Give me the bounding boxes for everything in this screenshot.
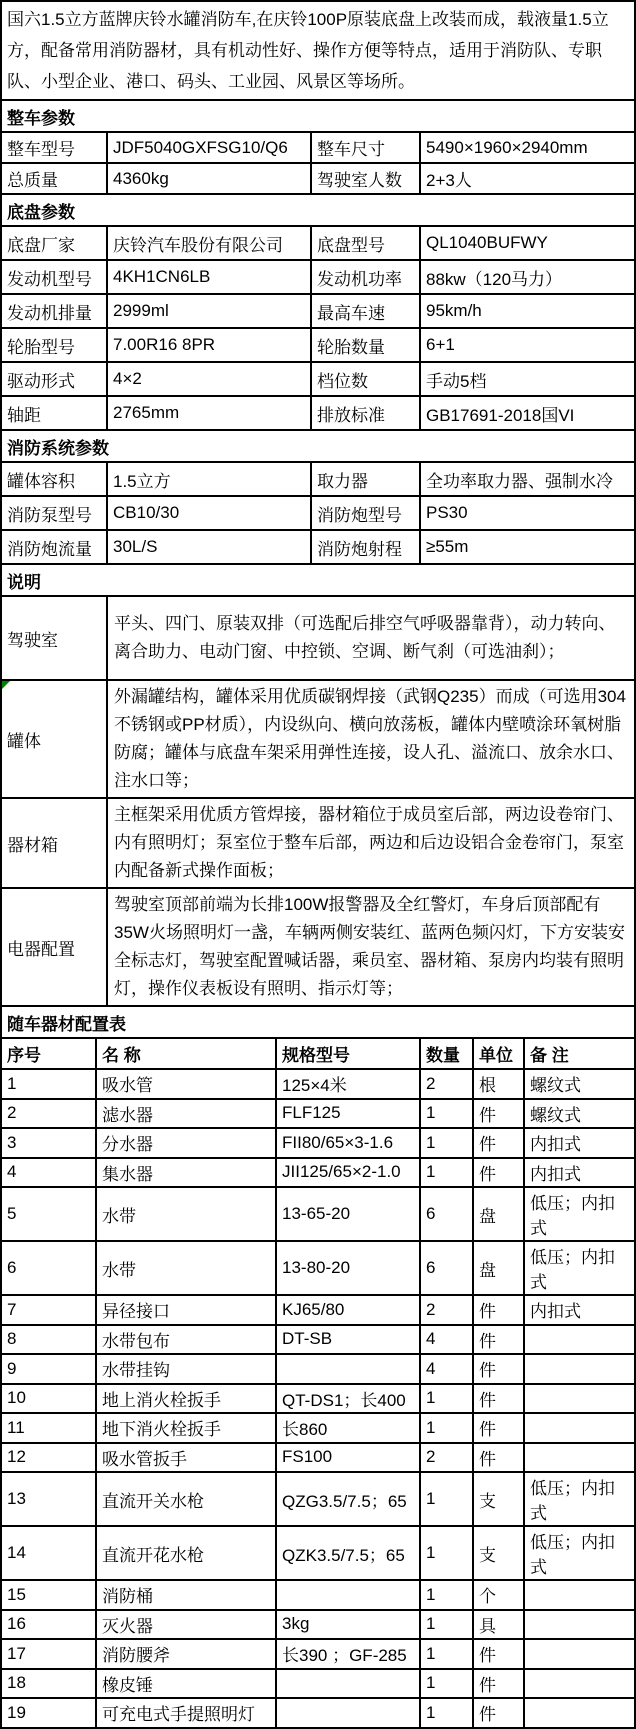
equip-remark [523,1414,634,1442]
equipment-row [2,1525,634,1579]
section-title-equipment-list: 随车器材配置表 [2,1005,634,1037]
equipment-row [2,1324,634,1354]
equip-qty: 2 [419,1296,472,1324]
equip-spec [275,1355,419,1383]
note-text: 平头、四门、原装双排（可选配后排空气呼吸器靠背），动力转向、离合助力、电动门窗、中控锁、空调、断气刹（可选油刹）； [106,597,634,679]
equip-index: 2 [7,1103,17,1123]
equip-index: 13 [7,1489,26,1508]
equip-remark [523,1355,634,1383]
note-label: 器材箱 [7,835,58,855]
param-value: 5490×1960×2940mm [419,133,634,162]
note-label: 电器配置 [7,939,75,959]
equip-name: 可充电式手提照明灯 [95,1699,275,1727]
equip-remark: 低压；内扣式 [523,1473,634,1525]
param-value: 88kw（120马力） [419,261,634,293]
equip-spec: JII125/65×2-1.0 [275,1159,419,1187]
equip-unit: 件 [472,1326,523,1354]
equip-unit: 件 [472,1444,523,1472]
param-value: ≥55m [419,531,634,563]
param-label: 轮胎数量 [310,329,419,361]
section-title-vehicle: 整车参数 [2,99,634,131]
param-value: 2999ml [106,295,310,327]
equip-remark [523,1581,634,1609]
param-value: 1.5立方 [106,463,310,495]
equipment-row [2,1294,634,1324]
equip-qty: 4 [419,1355,472,1383]
equipment-row [2,1638,634,1668]
param-label: 整车尺寸 [310,133,419,162]
equip-name: 灭火器 [95,1611,275,1639]
equip-index: 9 [7,1358,17,1378]
equip-name: 消防腰斧 [95,1640,275,1668]
intro-paragraph: 国六1.5立方蓝牌庆铃水罐消防车,在庆铃100P原装底盘上改装而成，载液量1.5立方，配备常用消防器材，具有机动性好、操作方便等特点，适用于消防队、专职队、小型企业、港口、码头、工业园、风景区等场所。 [7,10,609,91]
equip-unit: 根 [472,1070,523,1098]
equip-unit: 件 [472,1296,523,1324]
param-value: GB17691-2018国VI [419,397,634,429]
param-row [2,293,634,327]
equip-spec: QZG3.5/7.5；65 [275,1473,419,1525]
param-label: 排放标准 [310,397,419,429]
equip-spec: FII80/65×3-1.6 [275,1129,419,1157]
equip-index: 16 [7,1614,26,1634]
param-value: 95km/h [419,295,634,327]
equip-remark [523,1670,634,1698]
equip-index: 19 [7,1702,26,1722]
equip-index: 14 [7,1543,26,1562]
equip-unit: 支 [472,1473,523,1525]
param-label: 档位数 [310,363,419,395]
param-value: 2+3人 [419,164,634,193]
equip-name: 直流开关水枪 [95,1473,275,1525]
equip-name: 吸水管扳手 [95,1444,275,1472]
equip-remark: 低压；内扣式 [523,1242,634,1294]
equip-remark [523,1640,634,1668]
equip-name: 橡皮锤 [95,1670,275,1698]
equip-index: 10 [7,1388,26,1408]
equipment-row [2,1412,634,1442]
equip-index: 3 [7,1132,17,1152]
param-row [2,225,634,259]
equip-name: 消防桶 [95,1581,275,1609]
equip-index: 11 [7,1417,25,1437]
equip-qty: 1 [419,1611,472,1639]
note-row-electrics [2,887,634,1005]
param-row [2,529,634,563]
equip-name: 滤水器 [95,1100,275,1128]
note-row-equipment-box [2,797,634,887]
equip-qty: 1 [419,1129,472,1157]
equip-spec [275,1699,419,1727]
param-label: 底盘型号 [310,227,419,259]
equip-name: 集水器 [95,1159,275,1187]
equipment-row [2,1240,634,1294]
equip-spec: QT-DS1；长400 [275,1385,419,1413]
equip-index: 12 [7,1447,26,1467]
equip-unit: 盘 [472,1242,523,1294]
equip-spec [275,1670,419,1698]
equip-spec: QZK3.5/7.5；65 [275,1527,419,1579]
param-label: 最高车速 [310,295,419,327]
param-label: 消防炮型号 [310,497,419,529]
param-label: 取力器 [310,463,419,495]
note-label: 驾驶室 [7,630,58,650]
param-row [2,495,634,529]
equip-remark: 螺纹式 [523,1070,634,1098]
param-row [2,361,634,395]
equip-index: 6 [7,1258,17,1277]
equip-unit: 件 [472,1129,523,1157]
equip-unit: 件 [472,1100,523,1128]
param-label: 发动机型号 [7,269,92,289]
equip-name: 吸水管 [95,1070,275,1098]
equip-qty: 4 [419,1326,472,1354]
equip-unit: 具 [472,1611,523,1639]
equip-remark: 内扣式 [523,1296,634,1324]
equip-spec: FS100 [275,1444,419,1472]
equip-index: 7 [7,1299,17,1319]
equip-remark [523,1385,634,1413]
equip-qty: 2 [419,1444,472,1472]
param-row [2,461,634,495]
equip-qty: 1 [419,1581,472,1609]
equip-qty: 1 [419,1385,472,1413]
equip-unit: 件 [472,1414,523,1442]
equip-remark [523,1326,634,1354]
equipment-row [2,1098,634,1128]
param-label: 消防炮流量 [7,539,92,559]
equip-qty: 1 [419,1100,472,1128]
equip-spec: FLF125 [275,1100,419,1128]
equipment-row [2,1442,634,1472]
equip-spec: 125×4米 [275,1070,419,1098]
equip-name: 地下消火栓扳手 [95,1414,275,1442]
equip-name: 地上消火栓扳手 [95,1385,275,1413]
equip-name: 水带 [95,1188,275,1240]
equip-unit: 件 [472,1670,523,1698]
param-value: 4×2 [106,363,310,395]
equip-spec: DT-SB [275,1326,419,1354]
param-row [2,259,634,293]
param-value: 7.00R16 8PR [106,329,310,361]
equip-unit: 件 [472,1355,523,1383]
param-label: 发动机功率 [310,261,419,293]
equip-remark: 低压；内扣式 [523,1188,634,1240]
note-text: 外漏罐结构，罐体采用优质碳钢焊接（武钢Q235）而成（可选用304不锈钢或PP材质），内设纵向、横向放荡板，罐体内壁喷涂环氧树脂防腐；罐体与底盘车架采用弹性连接，设人孔、溢流口、放余水口、注水口等； [106,681,634,797]
param-row [2,395,634,429]
equipment-row [2,1186,634,1240]
col-header-unit: 单位 [472,1039,523,1068]
equipment-row [2,1697,634,1727]
equip-index: 17 [7,1643,26,1663]
section-title-chassis: 底盘参数 [2,193,634,225]
equip-index: 1 [7,1073,17,1093]
equipment-row [2,1127,634,1157]
equip-unit: 个 [472,1581,523,1609]
equip-remark [523,1444,634,1472]
param-value: CB10/30 [106,497,310,529]
equip-qty: 6 [419,1188,472,1240]
equip-index: 15 [7,1584,26,1604]
equip-name: 分水器 [95,1129,275,1157]
note-row-tank [2,679,634,797]
param-value: 全功率取力器、强制水冷 [419,463,634,495]
note-text: 驾驶室顶部前端为长排100W报警器及全红警灯，车身后顶部配有35W火场照明灯一盏，车辆两侧安装红、蓝两色频闪灯，下方安装安全标志灯，驾驶室配置喊话器，乘员室、器材箱、泵房内均装有照明灯，操作仪表板设有照明、指示灯等； [106,889,634,1005]
equip-index: 5 [7,1204,17,1223]
equip-spec: 长860 [275,1414,419,1442]
equip-unit: 件 [472,1699,523,1727]
equip-spec: 3kg [275,1611,419,1639]
equip-qty: 1 [419,1159,472,1187]
equip-qty: 1 [419,1527,472,1579]
equip-remark [523,1699,634,1727]
param-value: 庆铃汽车股份有限公司 [106,227,310,259]
param-label: 发动机排量 [7,303,92,323]
equip-qty: 1 [419,1670,472,1698]
equip-remark: 螺纹式 [523,1100,634,1128]
param-label: 底盘厂家 [7,235,75,255]
param-row [2,327,634,361]
param-label: 总质量 [7,171,58,190]
equipment-row [2,1353,634,1383]
equip-spec: 长390 ；GF-285 [275,1640,419,1668]
equip-unit: 盘 [472,1188,523,1240]
equip-spec: 13-80-20 [275,1242,419,1294]
equip-remark: 内扣式 [523,1129,634,1157]
equip-name: 直流开花水枪 [95,1527,275,1579]
equipment-row [2,1068,634,1098]
equip-unit: 支 [472,1527,523,1579]
param-label: 整车型号 [7,140,75,159]
param-value: 手动5档 [419,363,634,395]
param-row [2,162,634,193]
col-header-qty: 数量 [419,1039,472,1068]
col-header-name: 名 称 [95,1039,275,1068]
equipment-row [2,1471,634,1525]
param-label: 驱动形式 [7,371,75,391]
equip-index: 8 [7,1329,17,1349]
param-value: 2765mm [106,397,310,429]
equip-qty: 1 [419,1640,472,1668]
equip-spec [275,1581,419,1609]
equip-name: 水带包布 [95,1326,275,1354]
equip-spec: 13-65-20 [275,1188,419,1240]
param-label: 罐体容积 [7,471,75,491]
equip-unit: 件 [472,1159,523,1187]
note-label: 罐体 [7,731,41,751]
param-value: 4360kg [106,164,310,193]
equip-index: 4 [7,1162,17,1182]
param-value: QL1040BUFWY [419,227,634,259]
param-label: 消防炮射程 [310,531,419,563]
equip-qty: 2 [419,1070,472,1098]
note-text: 主框架采用优质方管焊接，器材箱位于成员室后部，两边设卷帘门、内有照明灯；泵室位于整车后部，两边和后边设铝合金卷帘门，泵室内配备新式操作面板； [106,799,634,887]
equip-unit: 件 [472,1640,523,1668]
param-label: 轮胎型号 [7,337,75,357]
equip-remark: 内扣式 [523,1159,634,1187]
param-value: 6+1 [419,329,634,361]
col-header-index: 序号 [7,1046,41,1065]
equipment-row [2,1609,634,1639]
param-value: 30L/S [106,531,310,563]
note-row-cab [2,595,634,679]
param-value: JDF5040GXFSG10/Q6 [106,133,310,162]
equipment-row [2,1383,634,1413]
param-value: PS30 [419,497,634,529]
equip-remark [523,1611,634,1639]
param-label: 消防泵型号 [7,505,92,525]
param-label: 轴距 [7,405,41,425]
equip-name: 水带挂钩 [95,1355,275,1383]
equipment-row [2,1157,634,1187]
col-header-remark: 备 注 [523,1039,634,1068]
equipment-row [2,1579,634,1609]
equip-remark: 低压；内扣式 [523,1527,634,1579]
param-row [2,131,634,162]
equip-spec: KJ65/80 [275,1296,419,1324]
equip-qty: 1 [419,1414,472,1442]
equip-qty: 1 [419,1699,472,1727]
equip-qty: 1 [419,1473,472,1525]
comment-marker-icon [2,681,10,689]
param-value: 4KH1CN6LB [106,261,310,293]
equip-unit: 件 [472,1385,523,1413]
equip-qty: 6 [419,1242,472,1294]
param-label: 驾驶室人数 [310,164,419,193]
section-title-fire-system: 消防系统参数 [2,429,634,461]
equip-name: 异径接口 [95,1296,275,1324]
equipment-row [2,1668,634,1698]
equipment-header-row [2,1037,634,1068]
section-title-notes: 说明 [2,563,634,595]
equip-index: 18 [7,1673,26,1693]
col-header-spec: 规格型号 [275,1039,419,1068]
equip-name: 水带 [95,1242,275,1294]
